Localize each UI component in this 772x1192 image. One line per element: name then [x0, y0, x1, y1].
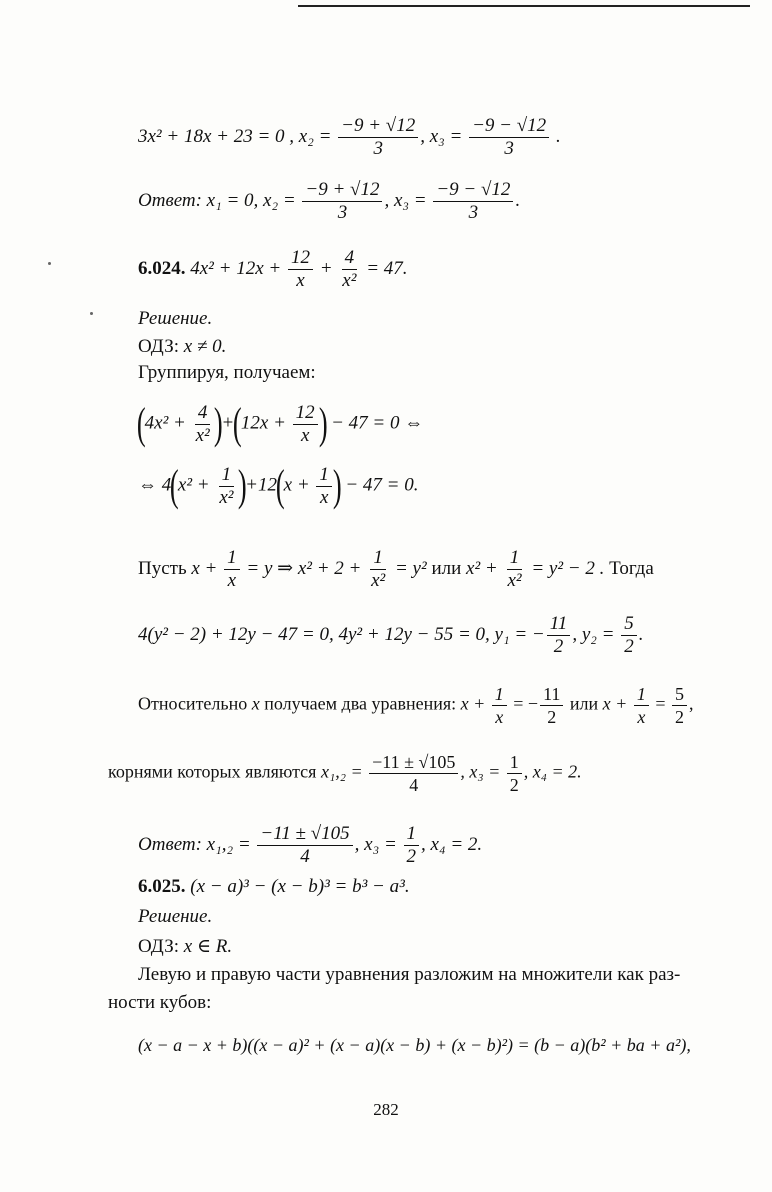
fraction: $\frac{1}{2}$ — [507, 752, 522, 795]
answer-line: Ответ: x₁,₂ = $\frac{-11 \pm √105}{4}$ , x₃ = $\frac{1}{2}$ , x₄ = 2. — [138, 823, 483, 867]
text-line: Группируя, получаем: — [138, 362, 316, 383]
page-number: 282 — [373, 1100, 399, 1119]
answer-line: Ответ: x₁ = 0, x₂ = $\frac{-9 + √12}{3}$ , x₃ = $\frac{-9 - √12}{3}$ . — [138, 179, 521, 223]
odz-line: ОДЗ: x ∈ R. — [138, 936, 233, 957]
fraction: $\frac{4}{\text{x²}}$ — [195, 401, 210, 446]
fraction: $\frac{-9 + √12}{3}$ — [302, 180, 382, 223]
problem-number: 6.024. — [138, 257, 186, 279]
answer-label: Ответ: — [138, 833, 202, 855]
fraction: $\frac{1}{2}$ — [404, 824, 420, 867]
fraction: $\frac{-9 - √12}{3}$ — [469, 116, 549, 159]
odz-line: ОДЗ: x ≠ 0. — [138, 336, 227, 357]
solution-label: Решение. — [138, 906, 213, 927]
fraction: $\frac{5}{2}$ — [672, 684, 687, 727]
fraction: $\frac{12}{x}$ — [288, 248, 313, 291]
equation-text: 3x² + 18x + 23 = 0 , — [138, 125, 295, 147]
fraction: $\frac{5}{2}$ — [621, 614, 637, 657]
solution-label: Решение. — [138, 308, 213, 329]
equation-line: ⇔ 4(x² + $\frac{1}{\text{x²}}$ )+12(x + $\frac{1}{x}$ ) − 47 = 0. — [138, 461, 419, 510]
fraction: $\frac{11}{2}$ — [540, 684, 563, 727]
fraction: $\frac{12}{x}$ — [293, 403, 318, 446]
fraction: $\frac{-9 - √12}{3}$ — [433, 180, 513, 223]
paragraph-line: ности кубов: — [108, 992, 212, 1013]
answer-label: Ответ: — [138, 189, 202, 211]
scan-speck — [90, 312, 93, 315]
fraction: $\frac{1}{\text{x²}}$ — [219, 463, 234, 508]
fraction: $\frac{1}{x}$ — [316, 465, 332, 508]
scan-speck — [48, 262, 51, 265]
problem-025: 6.025. (x − a)³ − (x − b)³ = b³ − a³. — [138, 876, 410, 897]
fraction: $\frac{11}{2}$ — [547, 614, 571, 657]
equation-line: (x − a − x + b)((x − a)² + (x − a)(x − b) + (x − b)²) = (b − a)(b² + ba + a²), — [138, 1035, 691, 1055]
fraction: $\frac{-9 + √12}{3}$ — [338, 116, 418, 159]
substitution-line: Пусть x + $\frac{1}{x}$ = y ⇒ x² + 2 + $\frac{1}{\text{x²}}$ = y² или x² + $\frac{1}{\text{x²}}$ = y² − 2 . Тогда — [138, 547, 654, 591]
equation-text: x₃ = — [429, 125, 463, 147]
equation-text: x₂ = — [298, 125, 332, 147]
text-line: Относительно x получаем два уравнения: x + $\frac{1}{x}$ = − $\frac{11}{2}$ или x + $\frac{1}{x}$ = $\frac{5}{2}$ , — [138, 684, 694, 727]
equation-line: (4x² + $\frac{4}{\text{x²}}$ )+(12x + $\frac{12}{x}$ ) − 47 = 0 ⇔ — [136, 399, 424, 448]
fraction: $\frac{1}{x}$ — [634, 684, 649, 727]
problem-024: 6.024. 4x² + 12x + $\frac{12}{x}$ + $\frac{4}{\text{x²}}$ = 47. — [138, 247, 408, 291]
fraction: $\frac{1}{\text{x²}}$ — [507, 547, 522, 591]
fraction: $\frac{4}{\text{x²}}$ — [342, 247, 357, 291]
top-rule — [298, 5, 750, 7]
equation-line: 4(y² − 2) + 12y − 47 = 0, 4y² + 12y − 55 = 0, y₁ = − $\frac{11}{2}$ , y₂ = $\frac{5}{2}$ . — [138, 613, 644, 657]
fraction: $\frac{-11 \pm √105}{4}$ — [257, 824, 352, 867]
problem-number: 6.025. — [138, 876, 186, 897]
fraction: $\frac{1}{x}$ — [224, 548, 240, 591]
text-line: корнями которых являются x₁,₂ = $\frac{-11 \pm √105}{4}$ , x₃ = $\frac{1}{2}$ , x₄ = 2. — [108, 752, 582, 795]
fraction: $\frac{1}{x}$ — [492, 684, 507, 727]
equation-line: 3x² + 18x + 23 = 0 , x₂ = $\frac{-9 + √12}{3}$ , x₃ = $\frac{-9 - √12}{3}$ . — [138, 115, 561, 159]
fraction: $\frac{-11 \pm √105}{4}$ — [369, 752, 458, 795]
paragraph-line: Левую и правую части уравнения разложим на множители как раз- — [138, 964, 681, 985]
fraction: $\frac{1}{\text{x²}}$ — [371, 547, 386, 591]
